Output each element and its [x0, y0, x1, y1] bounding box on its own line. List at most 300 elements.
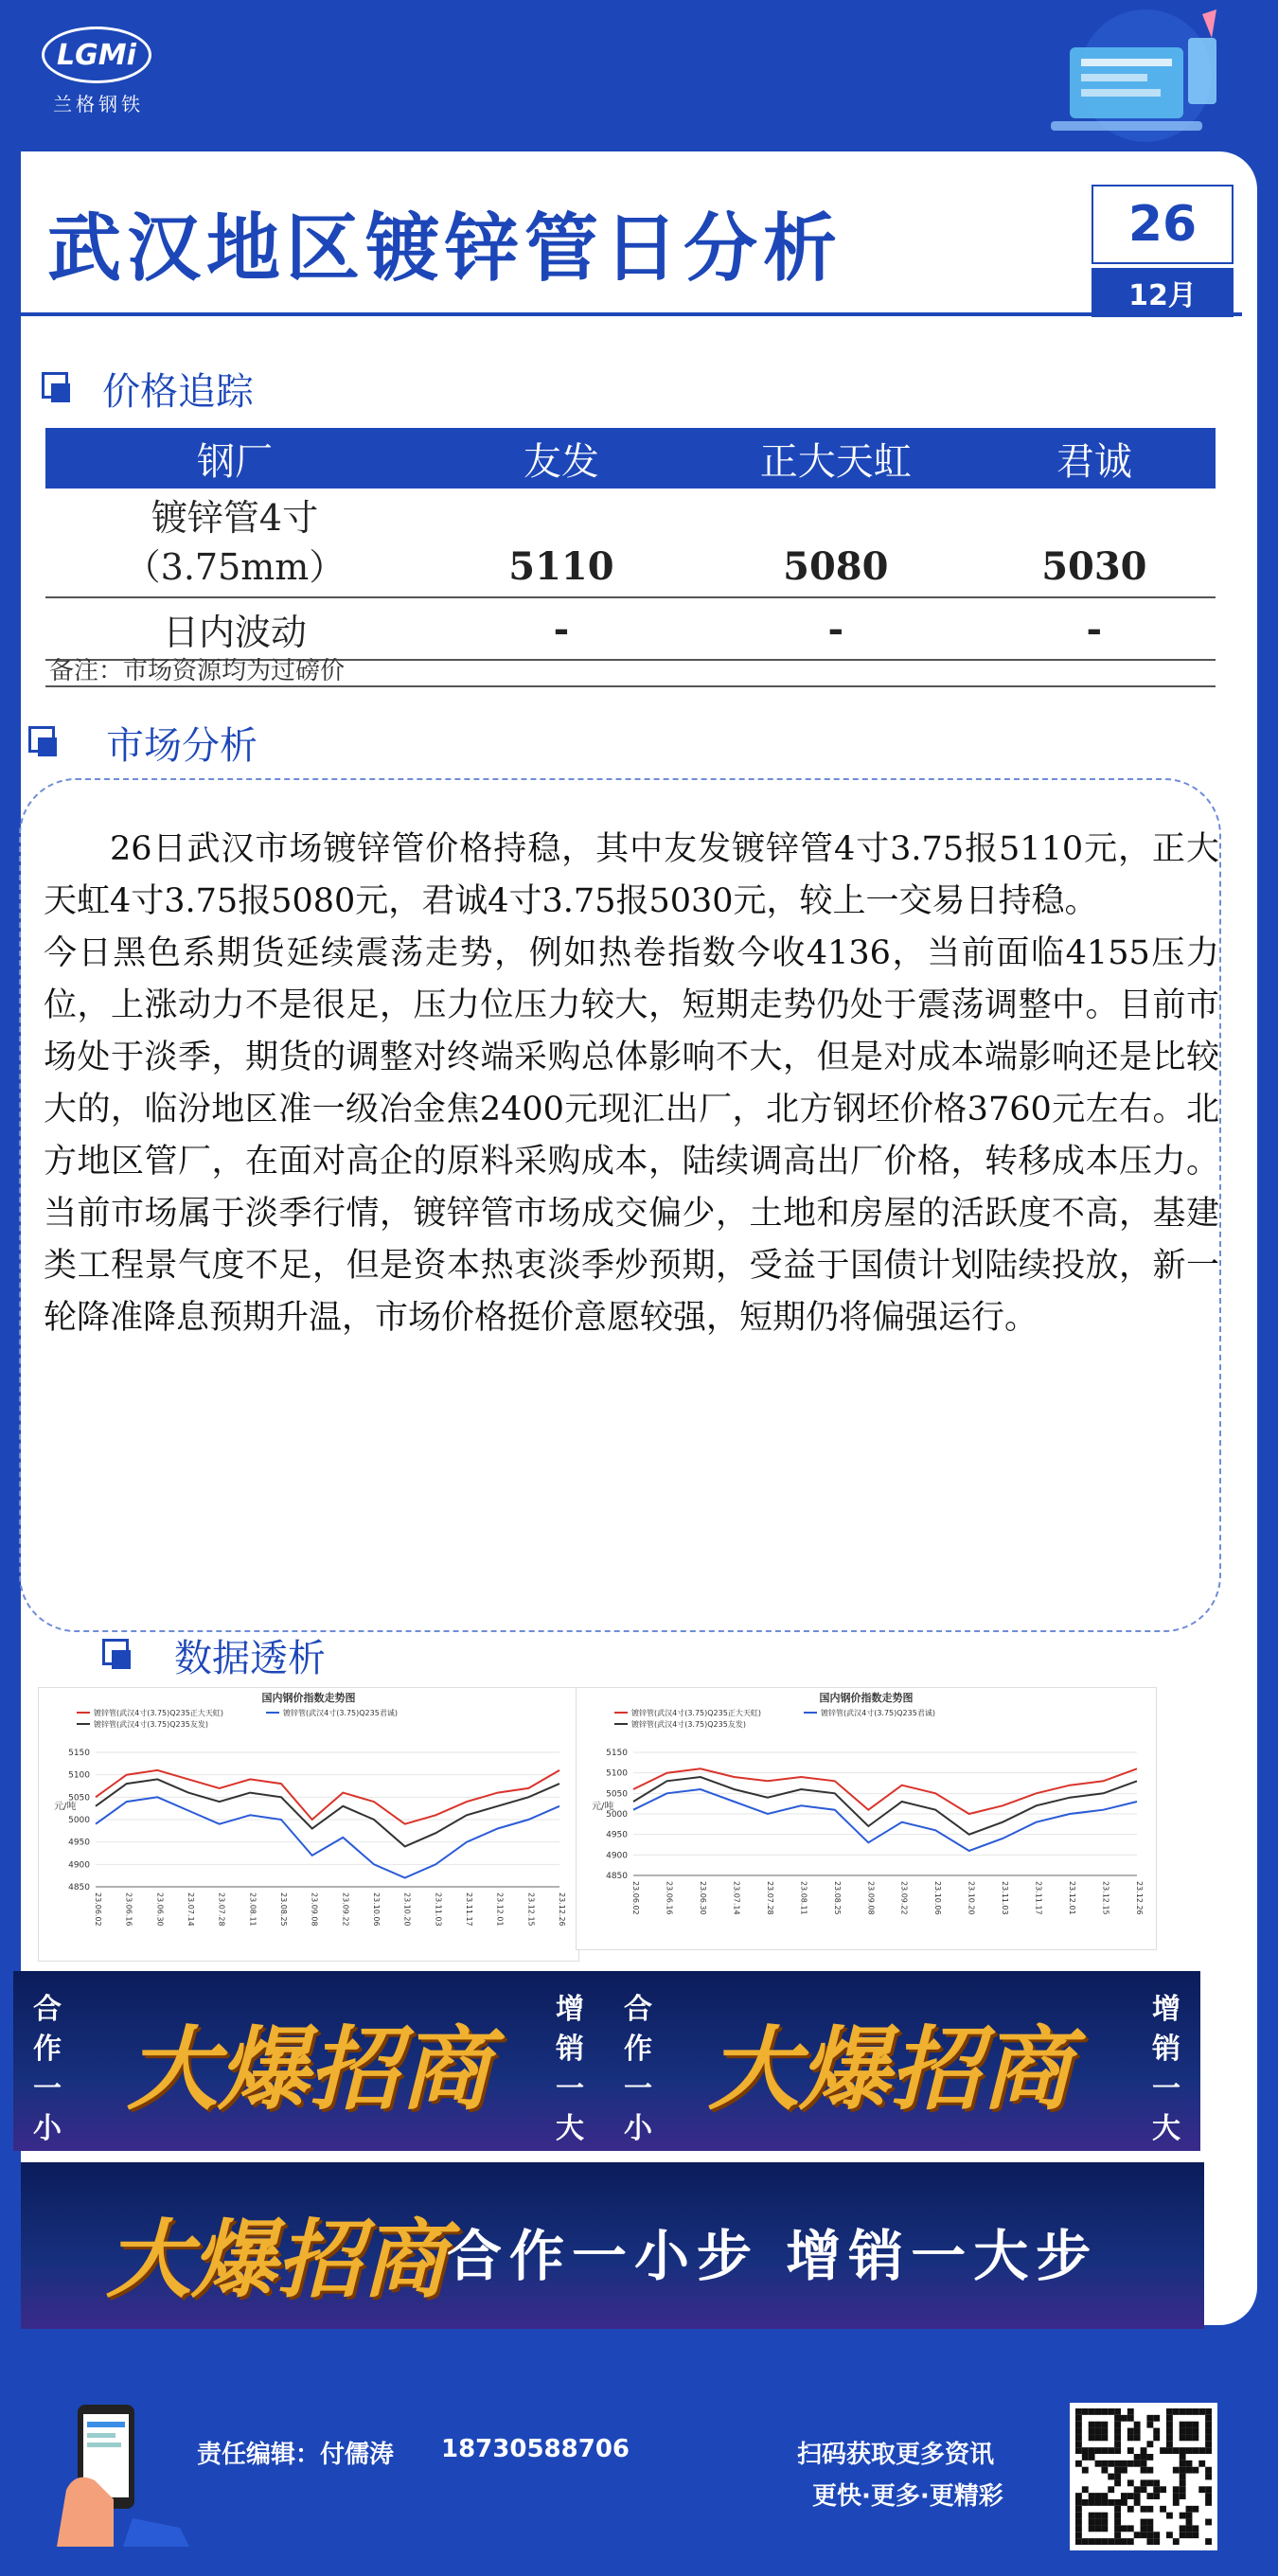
qr-module	[1095, 2519, 1102, 2526]
qr-module	[1192, 2525, 1198, 2532]
qr-module	[1127, 2506, 1134, 2513]
x-tick-label: 23.08.25	[832, 1881, 842, 1915]
qr-module	[1075, 2422, 1082, 2428]
qr-module	[1186, 2467, 1193, 2474]
x-tick-label: 23.11.17	[465, 1892, 473, 1927]
promo-banner-left[interactable]	[13, 1971, 604, 2151]
section-heading-text: 市场分析	[106, 724, 257, 768]
qr-module	[1134, 2532, 1141, 2538]
qr-module	[1075, 2415, 1082, 2422]
qr-module	[1146, 2454, 1153, 2461]
qr-module	[1146, 2506, 1153, 2513]
legend-label: 镀锌管(武汉4寸(3.75)Q235君诚)	[821, 1709, 935, 1717]
qr-module	[1095, 2493, 1102, 2499]
legend-label: 镀锌管(武汉4寸(3.75)Q235正大天虹)	[631, 1709, 761, 1717]
qr-module	[1114, 2474, 1121, 2480]
qr-module	[1101, 2493, 1108, 2499]
qr-module	[1089, 2434, 1095, 2441]
phone-hand-icon	[57, 2405, 189, 2547]
qr-module	[1114, 2513, 1121, 2519]
qr-module	[1075, 2532, 1082, 2538]
series-line	[633, 1777, 1137, 1835]
qr-module	[1186, 2532, 1193, 2538]
y-tick-label: 4850	[606, 1872, 628, 1881]
qr-module	[1114, 2499, 1121, 2506]
change-cell: -	[424, 597, 699, 660]
qr-module	[1134, 2499, 1141, 2506]
square-bullet-icon	[42, 372, 76, 406]
qr-module	[1134, 2428, 1141, 2435]
qr-module	[1114, 2467, 1121, 2474]
series-line	[633, 1768, 1137, 1814]
qr-module	[1134, 2461, 1141, 2467]
qr-module	[1198, 2461, 1205, 2467]
price-table	[45, 428, 1216, 661]
qr-module	[1173, 2486, 1180, 2493]
qr-module	[1121, 2493, 1127, 2499]
qr-module	[1108, 2538, 1114, 2545]
qr-module	[1089, 2513, 1095, 2519]
qr-module	[1114, 2422, 1121, 2428]
qr-module	[1127, 2493, 1134, 2499]
change-cell: -	[973, 597, 1216, 660]
qr-module	[1205, 2474, 1212, 2480]
qr-module	[1101, 2461, 1108, 2467]
section-heading-price	[42, 362, 254, 416]
analysis-paragraph: 今日黑色系期货延续震荡走势，例如热卷指数今收4136，当前面临4155压力位，上涨动力不是很足，压力位压力较大，短期走势仍处于震荡调整中。目前市场处于淡季，期货的调整对终端采购总体影响不大，但是对成本端影响还是比较大的，临汾地区准一级冶金焦2400元现汇出厂，北方钢坯价格3760元左右。北方地区管厂，在面对高企的原料采购成本，陆续调高出厂价格，转移成本压力。当前市场属于淡季行情，镀锌管市场成交偏少，土地和房屋的活跃度不高，基建类工程景气度不足，但是资本热衷淡季炒预期，受益于国债计划陆续投放，新一轮降准降息预期升温，市场价格挺价意愿较强，短期仍将偏强运行。	[44, 934, 1219, 1337]
qr-module	[1114, 2408, 1121, 2415]
qr-module	[1153, 2434, 1160, 2441]
promo-banner-wide[interactable]	[21, 2162, 1204, 2329]
qr-module	[1127, 2525, 1134, 2532]
footer-qr-caption: 扫码获取更多资讯	[797, 2441, 995, 2469]
qr-module	[1095, 2525, 1102, 2532]
qr-module	[1108, 2447, 1114, 2454]
qr-module	[1180, 2434, 1186, 2441]
qr-module	[1146, 2532, 1153, 2538]
qr-module	[1173, 2467, 1180, 2474]
footer-qr-slogan: 更快·更多·更精彩	[812, 2482, 1003, 2511]
section-heading-text: 价格追踪	[102, 370, 254, 414]
qr-module	[1114, 2434, 1121, 2441]
qr-module	[1127, 2447, 1134, 2454]
qr-module	[1127, 2408, 1134, 2415]
qr-module	[1205, 2486, 1212, 2493]
y-tick-label: 5050	[68, 1793, 90, 1803]
y-tick-label: 5000	[68, 1816, 90, 1825]
qr-module	[1205, 2441, 1212, 2447]
qr-module	[1146, 2525, 1153, 2532]
qr-module	[1101, 2422, 1108, 2428]
qr-module	[1205, 2447, 1212, 2454]
qr-module	[1075, 2538, 1082, 2545]
x-tick-label: 23.07.28	[765, 1881, 774, 1915]
qr-module	[1186, 2506, 1193, 2513]
analysis-text	[44, 824, 1219, 1344]
qr-module	[1114, 2479, 1121, 2486]
x-tick-label: 23.07.28	[217, 1892, 226, 1927]
qr-module	[1146, 2467, 1153, 2474]
square-bullet-icon	[28, 726, 62, 760]
qr-module	[1180, 2454, 1186, 2461]
qr-module	[1101, 2447, 1108, 2454]
change-cell: -	[699, 597, 973, 660]
qr-module	[1186, 2422, 1193, 2428]
qr-module	[1205, 2408, 1212, 2415]
qr-module	[1166, 2434, 1173, 2441]
square-bullet-icon	[102, 1639, 136, 1673]
qr-module	[1095, 2422, 1102, 2428]
qr-module	[1180, 2513, 1186, 2519]
qr-module	[1180, 2479, 1186, 2486]
x-tick-label: 23.08.11	[248, 1892, 257, 1927]
qr-module	[1075, 2408, 1082, 2415]
logo-text: LGMi	[57, 38, 136, 72]
column-header: 正大天虹	[699, 428, 973, 489]
qr-module	[1186, 2519, 1193, 2526]
qr-module	[1186, 2461, 1193, 2467]
banner-headline: 大爆招商	[106, 2210, 447, 2310]
price-cell: 5080	[699, 489, 973, 597]
qr-module	[1075, 2525, 1082, 2532]
product-spec: （3.75mm）	[124, 546, 346, 588]
legend-label: 镀锌管(武汉4寸(3.75)Q235友发)	[94, 1720, 208, 1729]
qr-module	[1114, 2519, 1121, 2526]
qr-module	[1127, 2415, 1134, 2422]
qr-module	[1089, 2499, 1095, 2506]
qr-module	[1146, 2538, 1153, 2545]
x-tick-label: 23.12.26	[558, 1892, 566, 1927]
qr-module	[1095, 2428, 1102, 2435]
y-tick-label: 4950	[606, 1830, 628, 1840]
qr-module	[1075, 2513, 1082, 2519]
qr-module	[1082, 2408, 1089, 2415]
qr-module	[1186, 2408, 1193, 2415]
banner-slogan: 合作一小步 增销一大步	[447, 2224, 1099, 2288]
qr-module	[1173, 2538, 1180, 2545]
x-tick-label: 23.06.30	[698, 1881, 707, 1915]
qr-module	[1180, 2474, 1186, 2480]
qr-module	[1146, 2415, 1153, 2422]
qr-module	[1075, 2428, 1082, 2435]
x-tick-label: 23.11.03	[1001, 1881, 1010, 1915]
qr-module	[1082, 2467, 1089, 2474]
x-tick-label: 23.07.14	[732, 1881, 741, 1915]
qr-module	[1141, 2454, 1147, 2461]
qr-module	[1166, 2422, 1173, 2428]
qr-module	[1146, 2519, 1153, 2526]
qr-module	[1166, 2428, 1173, 2435]
banner-side-text: 增销一大	[1152, 1993, 1180, 2145]
qr-module	[1160, 2447, 1166, 2454]
qr-module	[1198, 2408, 1205, 2415]
qr-module	[1082, 2538, 1089, 2545]
x-tick-label: 23.12.15	[1101, 1881, 1110, 1915]
qr-module	[1160, 2506, 1166, 2513]
qr-module	[1101, 2525, 1108, 2532]
y-axis-label: 元/吨	[54, 1802, 77, 1812]
section-heading-data	[102, 1628, 326, 1682]
qr-module	[1108, 2461, 1114, 2467]
qr-module	[1173, 2408, 1180, 2415]
qr-module	[1121, 2461, 1127, 2467]
x-tick-label: 23.12.01	[495, 1892, 505, 1927]
y-tick-label: 5000	[606, 1810, 628, 1820]
qr-module	[1192, 2434, 1198, 2441]
qr-module	[1075, 2506, 1082, 2513]
qr-module	[1166, 2513, 1173, 2519]
price-note: 备注：市场资源均为过磅价	[49, 657, 346, 685]
banner-headline: 大爆招商	[127, 2016, 490, 2123]
qr-module	[1205, 2428, 1212, 2435]
y-tick-label: 4900	[68, 1860, 90, 1871]
qr-module	[1153, 2538, 1160, 2545]
x-tick-label: 23.09.22	[341, 1892, 350, 1927]
qr-module	[1160, 2486, 1166, 2493]
qr-module	[1192, 2532, 1198, 2538]
qr-module	[1089, 2408, 1095, 2415]
qr-module	[1186, 2513, 1193, 2519]
qr-module	[1141, 2479, 1147, 2486]
qr-module	[1108, 2474, 1114, 2480]
promo-banner-right[interactable]	[604, 1971, 1200, 2151]
qr-module	[1205, 2422, 1212, 2428]
qr-module	[1101, 2513, 1108, 2519]
qr-module	[1114, 2525, 1121, 2532]
qr-module	[1153, 2486, 1160, 2493]
qr-module	[1082, 2499, 1089, 2506]
qr-module	[1166, 2447, 1173, 2454]
qr-module	[1198, 2447, 1205, 2454]
qr-module	[1101, 2499, 1108, 2506]
qr-module	[1134, 2434, 1141, 2441]
qr-module	[1089, 2428, 1095, 2435]
qr-module	[1127, 2461, 1134, 2467]
qr-module	[1089, 2447, 1095, 2454]
qr-module	[1186, 2525, 1193, 2532]
qr-module	[1134, 2486, 1141, 2493]
table-header-row	[45, 428, 1216, 489]
qr-module	[1089, 2519, 1095, 2526]
qr-module	[1192, 2506, 1198, 2513]
qr-module	[1205, 2493, 1212, 2499]
qr-module	[1166, 2408, 1173, 2415]
chart-title: 国内钢价指数走势图	[819, 1692, 914, 1704]
qr-module	[1095, 2499, 1102, 2506]
qr-module	[1108, 2499, 1114, 2506]
qr-module	[1141, 2467, 1147, 2474]
qr-module	[1127, 2479, 1134, 2486]
qr-module	[1141, 2461, 1147, 2467]
footer-editor: 责任编辑：付儒涛	[197, 2441, 395, 2469]
legend-label: 镀锌管(武汉4寸(3.75)Q235友发)	[631, 1720, 746, 1729]
legend-label: 镀锌管(武汉4寸(3.75)Q235君诚)	[283, 1709, 398, 1717]
qr-module	[1095, 2447, 1102, 2454]
banner-side-text: 合作一小	[33, 1993, 62, 2145]
section-heading-analysis	[28, 716, 257, 770]
qr-module	[1075, 2519, 1082, 2526]
qr-module	[1205, 2519, 1212, 2526]
qr-module	[1114, 2415, 1121, 2422]
qr-module	[1095, 2434, 1102, 2441]
qr-module	[1180, 2525, 1186, 2532]
qr-module	[1108, 2408, 1114, 2415]
y-tick-label: 4900	[606, 1851, 628, 1861]
series-line	[96, 1779, 559, 1846]
x-tick-label: 23.12.01	[1068, 1881, 1077, 1915]
analysis-paragraph: 26日武汉市场镀锌管价格持稳，其中友发镀锌管4寸3.75报5110元，正大天虹4寸3.75报5080元，君诚4寸3.75报5030元，较上一交易日持稳。	[44, 830, 1219, 920]
qr-module	[1180, 2408, 1186, 2415]
qr-module	[1180, 2428, 1186, 2435]
qr-module	[1121, 2538, 1127, 2545]
qr-module	[1173, 2493, 1180, 2499]
x-tick-label: 23.08.25	[279, 1892, 288, 1927]
y-tick-label: 4950	[68, 1838, 90, 1848]
x-tick-label: 23.09.22	[899, 1881, 909, 1915]
qr-module	[1082, 2486, 1089, 2493]
qr-module	[1095, 2461, 1102, 2467]
qr-module	[1205, 2415, 1212, 2422]
logo-mark	[42, 27, 151, 83]
y-axis-label: 元/吨	[592, 1802, 614, 1812]
qr-module	[1180, 2532, 1186, 2538]
change-label-cell: 日内波动	[45, 597, 424, 660]
qr-module	[1180, 2447, 1186, 2454]
qr-module	[1127, 2434, 1134, 2441]
qr-module	[1114, 2441, 1121, 2447]
qr-module	[1089, 2454, 1095, 2461]
qr-module	[1121, 2499, 1127, 2506]
qr-module	[1205, 2538, 1212, 2545]
qr-module	[1082, 2447, 1089, 2454]
header-decoration-illustration	[956, 9, 1240, 161]
qr-module	[1075, 2434, 1082, 2441]
qr-module	[1192, 2467, 1198, 2474]
qr-module	[1192, 2428, 1198, 2435]
qr-module	[1141, 2506, 1147, 2513]
x-tick-label: 23.06.02	[631, 1881, 640, 1915]
qr-module	[1141, 2447, 1147, 2454]
column-header: 友发	[424, 428, 699, 489]
y-tick-label: 5150	[606, 1749, 628, 1758]
x-tick-label: 23.10.06	[372, 1892, 381, 1927]
qr-module	[1075, 2493, 1082, 2499]
qr-module	[1134, 2422, 1141, 2428]
qr-module	[1186, 2434, 1193, 2441]
qr-module	[1153, 2479, 1160, 2486]
qr-module	[1127, 2428, 1134, 2435]
qr-module	[1153, 2428, 1160, 2435]
qr-module	[1121, 2525, 1127, 2532]
qr-module	[1205, 2467, 1212, 2474]
qr-module	[1186, 2447, 1193, 2454]
qr-module	[1146, 2493, 1153, 2499]
x-tick-label: 23.12.26	[1135, 1881, 1144, 1915]
date-badge	[1092, 185, 1234, 313]
footer-phone: 18730588706	[441, 2435, 630, 2463]
x-tick-label: 23.10.20	[402, 1892, 412, 1927]
qr-module	[1192, 2447, 1198, 2454]
x-tick-label: 23.06.16	[124, 1892, 133, 1927]
y-tick-label: 5050	[606, 1789, 628, 1800]
qr-module	[1075, 2499, 1082, 2506]
qr-module	[1101, 2519, 1108, 2526]
qr-module	[1180, 2467, 1186, 2474]
qr-module	[1141, 2525, 1147, 2532]
qr-module	[1121, 2467, 1127, 2474]
product-name: 镀锌管4寸	[151, 497, 319, 539]
qr-module	[1089, 2422, 1095, 2428]
x-tick-label: 23.08.11	[799, 1881, 808, 1915]
banner-side-text: 增销一大	[556, 1993, 584, 2145]
qr-module	[1146, 2479, 1153, 2486]
y-tick-label: 4850	[68, 1883, 90, 1892]
qr-module	[1089, 2493, 1095, 2499]
qr-module	[1180, 2486, 1186, 2493]
banner-headline: 大爆招商	[708, 2016, 1072, 2123]
qr-code[interactable]	[1070, 2403, 1217, 2550]
y-tick-label: 5150	[68, 1749, 90, 1758]
note-divider	[45, 685, 1216, 687]
qr-module	[1075, 2441, 1082, 2447]
line-chart-right	[576, 1687, 1157, 1950]
qr-module	[1127, 2538, 1134, 2545]
x-tick-label: 23.10.20	[967, 1881, 976, 1915]
qr-module	[1146, 2441, 1153, 2447]
qr-module	[1114, 2461, 1121, 2467]
qr-module	[1114, 2506, 1121, 2513]
date-month: 12月	[1092, 268, 1234, 317]
x-tick-label: 23.12.15	[526, 1892, 536, 1927]
qr-module	[1075, 2461, 1082, 2467]
x-tick-label: 23.07.14	[186, 1892, 195, 1927]
date-day: 26	[1092, 185, 1234, 264]
qr-module	[1114, 2538, 1121, 2545]
qr-module	[1089, 2538, 1095, 2545]
qr-module	[1180, 2493, 1186, 2499]
qr-module	[1173, 2499, 1180, 2506]
y-tick-label: 5100	[606, 1768, 628, 1779]
qr-module	[1134, 2493, 1141, 2499]
qr-module	[1166, 2415, 1173, 2422]
line-chart-left	[38, 1687, 579, 1962]
qr-module	[1192, 2408, 1198, 2415]
qr-module	[1101, 2428, 1108, 2435]
column-header: 钢厂	[45, 428, 424, 489]
x-tick-label: 23.11.17	[1034, 1881, 1043, 1915]
x-tick-label: 23.06.16	[665, 1881, 674, 1915]
x-tick-label: 23.09.08	[310, 1892, 319, 1927]
qr-module	[1134, 2454, 1141, 2461]
qr-module	[1166, 2532, 1173, 2538]
qr-module	[1153, 2532, 1160, 2538]
qr-module	[1141, 2519, 1147, 2526]
y-tick-label: 5100	[68, 1770, 90, 1781]
x-tick-label: 23.10.06	[933, 1881, 943, 1915]
qr-module	[1095, 2408, 1102, 2415]
title-divider	[21, 312, 1242, 316]
qr-module	[1141, 2532, 1147, 2538]
x-tick-label: 23.09.08	[866, 1881, 876, 1915]
qr-module	[1192, 2422, 1198, 2428]
qr-module	[1205, 2434, 1212, 2441]
qr-module	[1101, 2408, 1108, 2415]
qr-module	[1082, 2454, 1089, 2461]
qr-module	[1153, 2493, 1160, 2499]
qr-module	[1166, 2441, 1173, 2447]
qr-module	[1146, 2422, 1153, 2428]
qr-module	[1186, 2428, 1193, 2435]
